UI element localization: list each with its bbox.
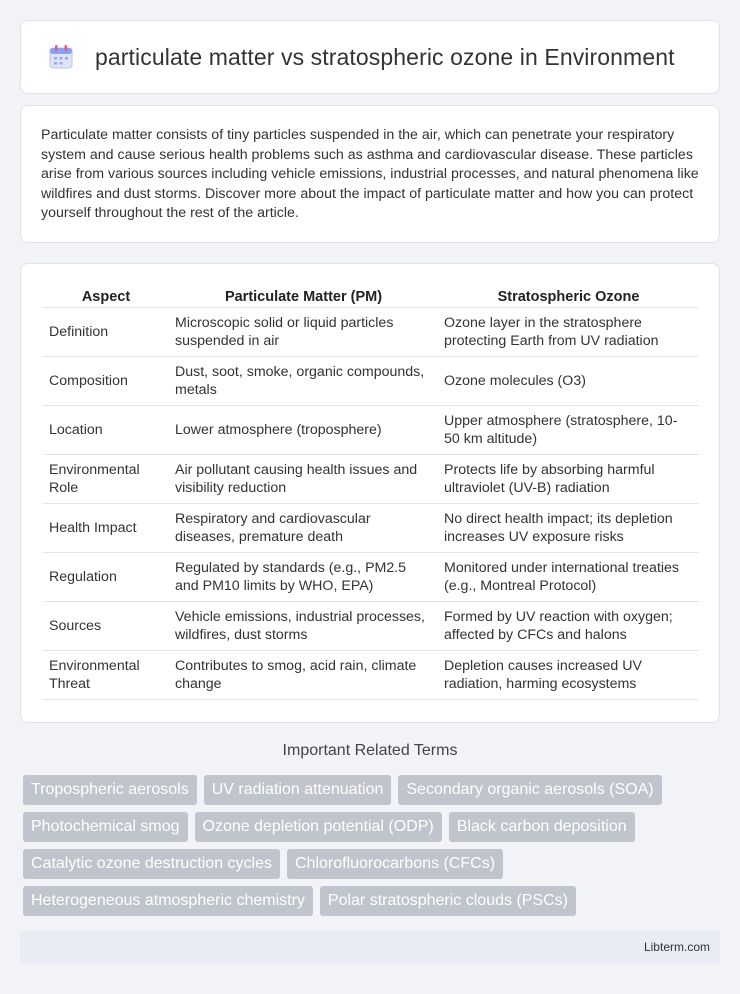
table-row [43, 651, 699, 700]
tag-row [23, 849, 723, 879]
row-aspect: Environmental Role [43, 455, 169, 504]
term-tag[interactable]: Catalytic ozone destruction cycles [23, 849, 280, 879]
related-terms-list [23, 775, 723, 923]
table-header-row [43, 284, 699, 308]
term-tag[interactable]: Photochemical smog [23, 812, 188, 842]
row-aspect: Health Impact [43, 504, 169, 553]
row-aspect: Definition [43, 308, 169, 357]
comparison-table [43, 284, 699, 700]
tag-row [23, 886, 723, 916]
intro-card [20, 105, 720, 243]
term-tag[interactable]: Ozone depletion potential (ODP) [195, 812, 442, 842]
term-tag[interactable]: Secondary organic aerosols (SOA) [398, 775, 661, 805]
table-row [43, 553, 699, 602]
related-terms-heading: Important Related Terms [282, 742, 458, 759]
term-tag[interactable]: Heterogeneous atmospheric chemistry [23, 886, 313, 916]
row-pm-value: Respiratory and cardiovascular diseases, premature death [169, 504, 438, 553]
row-pm-value: Regulated by standards (e.g., PM2.5 and PM10 limits by WHO, EPA) [169, 553, 438, 602]
table-row [43, 602, 699, 651]
row-aspect: Environmental Threat [43, 651, 169, 700]
tag-row [23, 775, 723, 805]
row-aspect: Regulation [43, 553, 169, 602]
intro-paragraph: Particulate matter consists of tiny particles suspended in the air, which can penetrate your respiratory system and cause serious health problems such as asthma and cardiovascular disease. These particles arise from various sources including vehicle emissions, industrial processes, and natural phenomena like wildfires and dust storms. Discover more about the impact of particulate matter and how you can protect yourself throughout the rest of the article. [41, 127, 699, 222]
row-ozone-value: Ozone molecules (O3) [438, 357, 699, 406]
row-ozone-value: Depletion causes increased UV radiation, harming ecosystems [438, 651, 699, 700]
row-aspect: Location [43, 406, 169, 455]
row-pm-value: Contributes to smog, acid rain, climate change [169, 651, 438, 700]
table-row [43, 357, 699, 406]
table-row [43, 406, 699, 455]
term-tag[interactable]: Tropospheric aerosols [23, 775, 197, 805]
row-pm-value: Vehicle emissions, industrial processes, wildfires, dust storms [169, 602, 438, 651]
page-title: particulate matter vs stratospheric ozone in Environment [95, 43, 675, 70]
row-pm-value: Dust, soot, smoke, organic compounds, metals [169, 357, 438, 406]
row-ozone-value: Protects life by absorbing harmful ultraviolet (UV-B) radiation [438, 455, 699, 504]
row-pm-value: Air pollutant causing health issues and visibility reduction [169, 455, 438, 504]
table-row [43, 504, 699, 553]
term-tag[interactable]: Chlorofluorocarbons (CFCs) [287, 849, 503, 879]
row-ozone-value: Monitored under international treaties (e.g., Montreal Protocol) [438, 553, 699, 602]
term-tag[interactable]: UV radiation attenuation [204, 775, 392, 805]
footer [20, 930, 720, 964]
row-ozone-value: No direct health impact; its depletion increases UV exposure risks [438, 504, 699, 553]
row-ozone-value: Upper atmosphere (stratosphere, 10-50 km altitude) [438, 406, 699, 455]
row-aspect: Sources [43, 602, 169, 651]
comparison-table-card [20, 263, 720, 723]
term-tag[interactable]: Polar stratospheric clouds (PSCs) [320, 886, 576, 916]
header-stratospheric-ozone: Stratospheric Ozone [438, 284, 699, 308]
row-aspect: Composition [43, 357, 169, 406]
title-card [20, 20, 720, 94]
row-pm-value: Lower atmosphere (troposphere) [169, 406, 438, 455]
header-aspect: Aspect [43, 284, 169, 308]
tag-row [23, 812, 723, 842]
row-ozone-value: Ozone layer in the stratosphere protecting Earth from UV radiation [438, 308, 699, 357]
table-row [43, 455, 699, 504]
calendar-icon [47, 43, 75, 71]
row-pm-value: Microscopic solid or liquid particles suspended in air [169, 308, 438, 357]
row-ozone-value: Formed by UV reaction with oxygen; affected by CFCs and halons [438, 602, 699, 651]
term-tag[interactable]: Black carbon deposition [449, 812, 635, 842]
footer-brand[interactable]: Libterm.com [643, 940, 710, 954]
table-row [43, 308, 699, 357]
header-particulate-matter: Particulate Matter (PM) [169, 284, 438, 308]
